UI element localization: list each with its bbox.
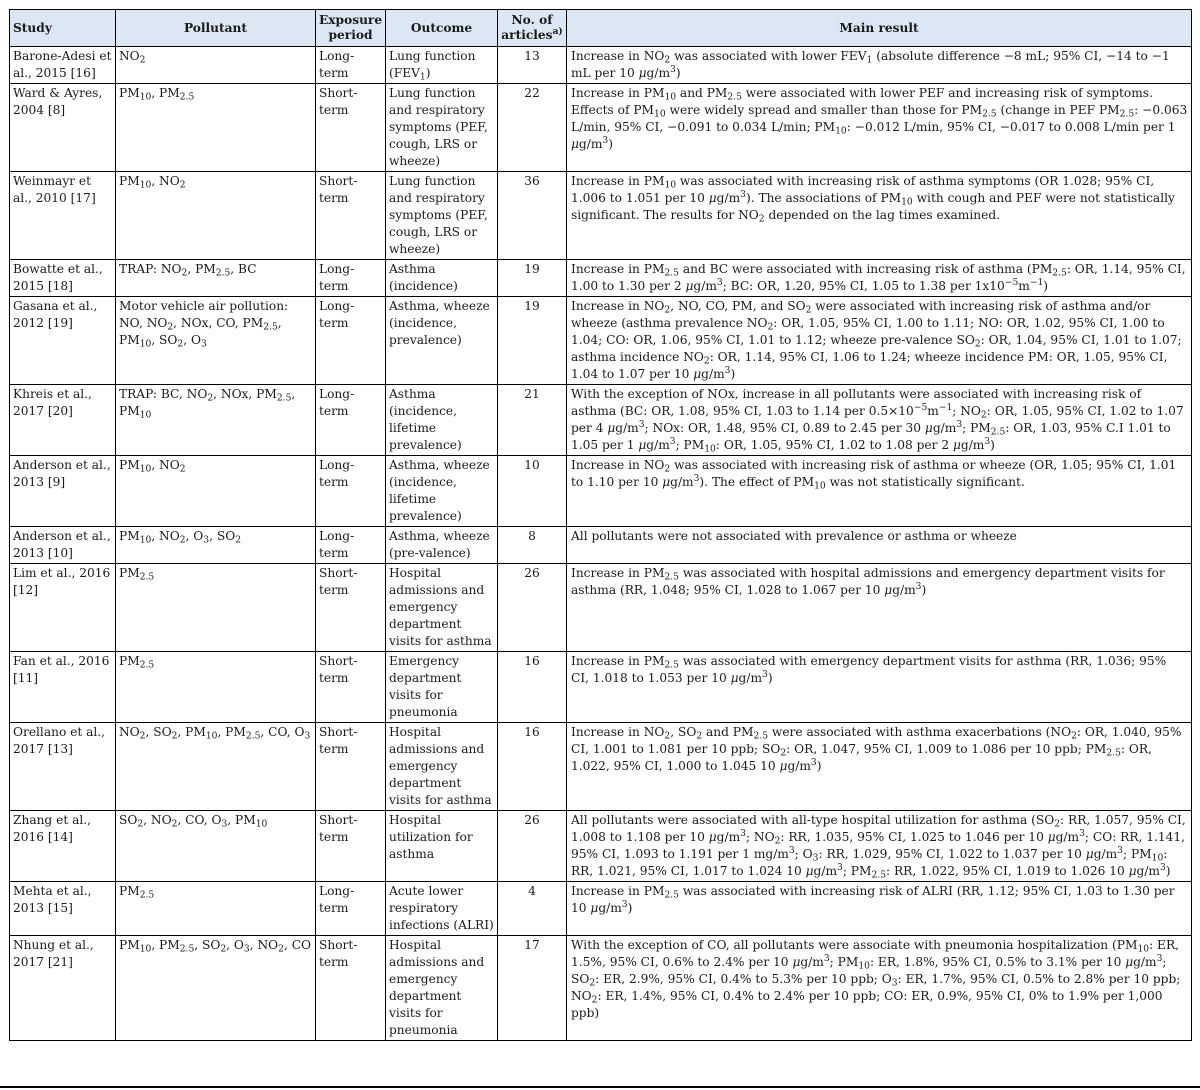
results-table — [9, 9, 1192, 1041]
table-row — [10, 723, 1192, 811]
cell-outcome: Hospital admissions and emergency department visits for asthma — [386, 723, 498, 811]
cell-articles: 4 — [498, 882, 567, 936]
table-row — [10, 297, 1192, 385]
header-articles-footnote: a) — [552, 25, 563, 37]
cell-pollutant: $PM_{10}$, $PM_{2.5}$ — [116, 84, 316, 172]
cell-study: Barone-Adesi et al., 2015 [16] — [10, 47, 116, 84]
cell-study: Fan et al., 2016 [11] — [10, 652, 116, 723]
cell-main-result: All pollutants were associated with all-type hospital utilization for asthma ($SO_2$: RR, 1.057, 95% CI, 1.008 to 1.108 per 10 $\mu g/m^3$; $NO_2$: RR, 1.035, 95% CI, 1.025 to 1.046 per 10 $\mu g/m^3$; CO: RR, 1.141, 95% CI, 1.093 to 1.191 per 1 $mg/m^3$; $O_3$: RR, 1.029, 95% CI, 1.022 to 1.037 per 10 $\mu g/m^3$; $PM_{10}$: RR, 1.021, 95% CI, 1.017 to 1.024 10 $\mu g/m^3$; $PM_{2.5}$: RR, 1.022, 95% CI, 1.019 to 1.026 10 $\mu g/m^3$) — [567, 811, 1192, 882]
cell-main-result: Increase in $PM_{10}$ and $PM_{2.5}$ were associated with lower PEF and increasing risk of symptoms. Effects of $PM_{10}$ were widely spread and smaller than those for $PM_{2.5}$ (change in PEF $PM_{2.5}$: −0.063 L/min, 95% CI, −0.091 to 0.034 L/min; $PM_{10}$: −0.012 L/min, 95% CI, −0.017 to 0.008 L/min per 1 $\mu g/m^3$) — [567, 84, 1192, 172]
cell-pollutant: $PM_{2.5}$ — [116, 652, 316, 723]
table-row — [10, 172, 1192, 260]
cell-study: Gasana et al., 2012 [19] — [10, 297, 116, 385]
cell-main-result: Increase in $PM_{10}$ was associated with increasing risk of asthma symptoms (OR 1.028; 95% CI, 1.006 to 1.051 per 10 $\mu g/m^3$). The associations of $PM_{10}$ with cough and PEF were not statistically significant. The results for $NO_2$ depended on the lag times examined. — [567, 172, 1192, 260]
cell-pollutant: $PM_{10}$, $NO_2$, $O_3$, $SO_2$ — [116, 527, 316, 564]
cell-outcome: Lung function and respiratory symptoms (PEF, cough, LRS or wheeze) — [386, 172, 498, 260]
cell-exposure: Long-term — [316, 882, 386, 936]
table-row — [10, 527, 1192, 564]
cell-main-result: Increase in $PM_{2.5}$ and BC were associated with increasing risk of asthma ($PM_{2.5}$: OR, 1.14, 95% CI, 1.00 to 1.30 per 2 $\mu g/m^3$; BC: OR, 1.20, 95% CI, 1.05 to 1.38 per $1x10^{-5}m^{-1}$) — [567, 260, 1192, 297]
table-row — [10, 456, 1192, 527]
cell-outcome: Lung function and respiratory symptoms (PEF, cough, LRS or wheeze) — [386, 84, 498, 172]
cell-study: Zhang et al., 2016 [14] — [10, 811, 116, 882]
cell-outcome: Hospital admissions and emergency department visits for asthma — [386, 564, 498, 652]
cell-outcome: Asthma, wheeze (incidence, lifetime prevalence) — [386, 456, 498, 527]
cell-pollutant: $PM_{10}$, $NO_2$ — [116, 172, 316, 260]
cell-articles: 19 — [498, 297, 567, 385]
cell-main-result: With the exception of CO, all pollutants were associate with pneumonia hospitalization ($PM_{10}$: ER, 1.5%, 95% CI, 0.6% to 2.4% per 10 $\mu g/m^3$; $PM_{10}$: ER, 1.8%, 95% CI, 0.5% to 3.1% per 10 $\mu g/m^3$; $SO_2$: ER, 2.9%, 95% CI, 0.4% to 5.3% per 10 ppb; $O_3$: ER, 1.7%, 95% CI, 0.5% to 2.8% per 10 ppb; $NO_2$: ER, 1.4%, 95% CI, 0.4% to 2.4% per 10 ppb; CO: ER, 0.9%, 95% CI, 0% to 1.9% per 1,000 ppb) — [567, 936, 1192, 1041]
cell-main-result: Increase in $PM_{2.5}$ was associated with hospital admissions and emergency department visits for asthma (RR, 1.048; 95% CI, 1.028 to 1.067 per 10 $\mu g/m^3$) — [567, 564, 1192, 652]
cell-outcome: Acute lower respiratory infections (ALRI) — [386, 882, 498, 936]
cell-study: Weinmayr et al., 2010 [17] — [10, 172, 116, 260]
cell-pollutant: $PM_{2.5}$ — [116, 882, 316, 936]
cell-outcome: Asthma (incidence, lifetime prevalence) — [386, 385, 498, 456]
header-outcome: Outcome — [386, 10, 498, 47]
cell-pollutant: TRAP: $NO_2$, $PM_{2.5}$, BC — [116, 260, 316, 297]
header-articles — [498, 10, 567, 47]
cell-study: Orellano et al., 2017 [13] — [10, 723, 116, 811]
cell-articles: 26 — [498, 564, 567, 652]
table-row — [10, 936, 1192, 1041]
cell-articles: 36 — [498, 172, 567, 260]
cell-exposure: Short-term — [316, 811, 386, 882]
cell-exposure: Long-term — [316, 47, 386, 84]
cell-outcome: Lung function $(FEV_1)$ — [386, 47, 498, 84]
cell-articles: 10 — [498, 456, 567, 527]
cell-outcome: Hospital utilization for asthma — [386, 811, 498, 882]
cell-exposure: Long-term — [316, 456, 386, 527]
cell-exposure: Short-term — [316, 84, 386, 172]
table-row — [10, 652, 1192, 723]
cell-outcome: Emergency department visits for pneumonia — [386, 652, 498, 723]
table-row — [10, 385, 1192, 456]
cell-study: Lim et al., 2016 [12] — [10, 564, 116, 652]
cell-main-result: Increase in $NO_2$, $SO_2$ and $PM_{2.5}$ were associated with asthma exacerbations ($NO_2$: OR, 1.040, 95% CI, 1.001 to 1.081 per 10 ppb; $SO_2$: OR, 1.047, 95% CI, 1.009 to 1.086 per 10 ppb; $PM_{2.5}$: OR, 1.022, 95% CI, 1.000 to 1.045 10 $\mu g/m^3$) — [567, 723, 1192, 811]
cell-pollutant: $NO_2$ — [116, 47, 316, 84]
cell-main-result: Increase in $PM_{2.5}$ was associated with emergency department visits for asthma (RR, 1.036; 95% CI, 1.018 to 1.053 per 10 $\mu g/m^3$) — [567, 652, 1192, 723]
cell-exposure: Short-term — [316, 652, 386, 723]
table-row — [10, 564, 1192, 652]
table-body — [10, 47, 1192, 1041]
cell-main-result: Increase in $PM_{2.5}$ was associated with increasing risk of ALRI (RR, 1.12; 95% CI, 1.03 to 1.30 per 10 $\mu g/m^3$) — [567, 882, 1192, 936]
cell-main-result: Increase in $NO_2$ was associated with lower $FEV_1$ (absolute difference −8 mL; 95% CI, −14 to −1 mL per 10 $\mu g/m^3$) — [567, 47, 1192, 84]
cell-exposure: Long-term — [316, 260, 386, 297]
cell-pollutant: $PM_{10}$, $NO_2$ — [116, 456, 316, 527]
cell-pollutant: $NO_2$, $SO_2$, $PM_{10}$, $PM_{2.5}$, CO, $O_3$ — [116, 723, 316, 811]
cell-articles: 21 — [498, 385, 567, 456]
table-row — [10, 47, 1192, 84]
cell-pollutant: TRAP: BC, $NO_2$, NOx, $PM_{2.5}$, $PM_{10}$ — [116, 385, 316, 456]
cell-pollutant: $PM_{10}$, $PM_{2.5}$, $SO_2$, $O_3$, $NO_2$, CO — [116, 936, 316, 1041]
bottom-rule — [0, 1086, 1200, 1088]
table-header-row — [10, 10, 1192, 47]
cell-exposure: Short-term — [316, 936, 386, 1041]
table-row — [10, 84, 1192, 172]
cell-main-result: Increase in $NO_2$ was associated with increasing risk of asthma or wheeze (OR, 1.05; 95% CI, 1.01 to 1.10 per 10 $\mu g/m^3$). The effect of $PM_{10}$ was not statistically significant. — [567, 456, 1192, 527]
cell-exposure: Short-term — [316, 723, 386, 811]
cell-articles: 8 — [498, 527, 567, 564]
cell-articles: 16 — [498, 723, 567, 811]
cell-main-result: All pollutants were not associated with prevalence or asthma or wheeze — [567, 527, 1192, 564]
header-main-result: Main result — [567, 10, 1192, 47]
header-study: Study — [10, 10, 116, 47]
cell-exposure: Long-term — [316, 297, 386, 385]
cell-articles: 13 — [498, 47, 567, 84]
cell-study: Bowatte et al., 2015 [18] — [10, 260, 116, 297]
cell-main-result: Increase in $NO_2$, NO, CO, PM, and $SO_2$ were associated with increasing risk of asthma and/or wheeze (asthma prevalence $NO_2$: OR, 1.05, 95% CI, 1.00 to 1.11; NO: OR, 1.02, 95% CI, 1.00 to 1.04; CO: OR, 1.06, 95% CI, 1.01 to 1.12; wheeze pre-valence $SO_2$: OR, 1.04, 95% CI, 1.01 to 1.07; asthma incidence $NO_2$: OR, 1.14, 95% CI, 1.06 to 1.24; wheeze incidence PM: OR, 1.05, 95% CI, 1.04 to 1.07 per 10 $\mu g/m^3$) — [567, 297, 1192, 385]
cell-outcome: Asthma, wheeze (incidence, prevalence) — [386, 297, 498, 385]
cell-articles: 19 — [498, 260, 567, 297]
cell-study: Nhung et al., 2017 [21] — [10, 936, 116, 1041]
cell-articles: 16 — [498, 652, 567, 723]
cell-pollutant: $PM_{2.5}$ — [116, 564, 316, 652]
cell-articles: 26 — [498, 811, 567, 882]
cell-study: Ward & Ayres, 2004 [8] — [10, 84, 116, 172]
cell-exposure: Long-term — [316, 527, 386, 564]
cell-study: Khreis et al., 2017 [20] — [10, 385, 116, 456]
cell-outcome: Asthma (incidence) — [386, 260, 498, 297]
table-row — [10, 811, 1192, 882]
header-exposure: Exposure period — [316, 10, 386, 47]
cell-study: Anderson et al., 2013 [9] — [10, 456, 116, 527]
cell-exposure: Short-term — [316, 564, 386, 652]
table-row — [10, 882, 1192, 936]
cell-pollutant: Motor vehicle air pollution: NO, $NO_2$, NOx, CO, $PM_{2.5}$, $PM_{10}$, $SO_2$, $O_3$ — [116, 297, 316, 385]
cell-main-result: With the exception of NOx, increase in all pollutants were associated with increasing risk of asthma (BC: OR, 1.08, 95% CI, 1.03 to 1.14 per $0.5\times 10^{-5}m^{-1}$; $NO_2$: OR, 1.05, 95% CI, 1.02 to 1.07 per 4 $\mu g/m^3$; NOx: OR, 1.48, 95% CI, 0.89 to 2.45 per 30 $\mu g/m^3$; $PM_{2.5}$: OR, 1.03, 95% C.I 1.01 to 1.05 per 1 $\mu g/m^3$; $PM_{10}$: OR, 1.05, 95% CI, 1.02 to 1.08 per 2 $\mu g/m^3$) — [567, 385, 1192, 456]
cell-articles: 22 — [498, 84, 567, 172]
table-row — [10, 260, 1192, 297]
header-articles-label: No. of articles — [501, 13, 553, 42]
cell-study: Anderson et al., 2013 [10] — [10, 527, 116, 564]
header-pollutant: Pollutant — [116, 10, 316, 47]
cell-articles: 17 — [498, 936, 567, 1041]
cell-pollutant: $SO_2$, $NO_2$, CO, $O_3$, $PM_{10}$ — [116, 811, 316, 882]
cell-exposure: Long-term — [316, 385, 386, 456]
cell-study: Mehta et al., 2013 [15] — [10, 882, 116, 936]
cell-outcome: Hospital admissions and emergency department visits for pneumonia — [386, 936, 498, 1041]
cell-outcome: Asthma, wheeze (pre-valence) — [386, 527, 498, 564]
cell-exposure: Short-term — [316, 172, 386, 260]
